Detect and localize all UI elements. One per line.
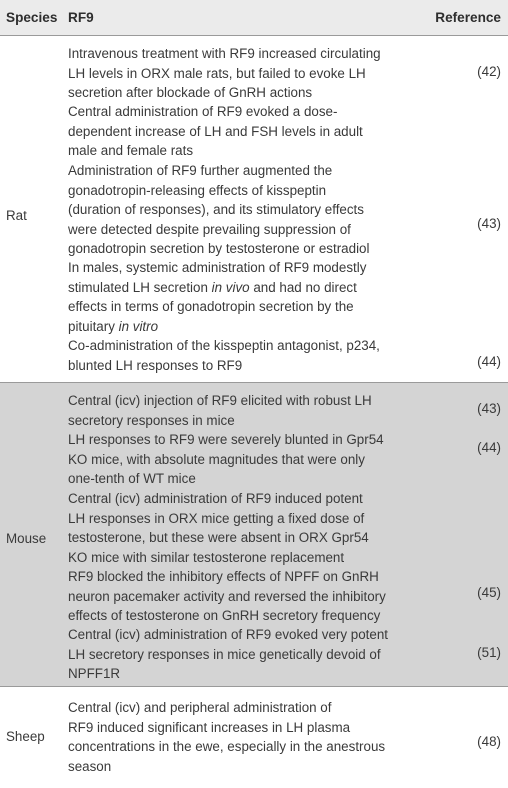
text-line: blunted LH responses to RF9	[68, 357, 243, 373]
text-line: gonadotropin secretion by testosterone or estradiol	[68, 241, 370, 256]
text-line: season	[68, 758, 112, 774]
text-line: NPFF1R	[68, 666, 121, 681]
reference-cell: (42)	[477, 64, 501, 79]
table-row-text	[68, 567, 438, 626]
header-rf9: RF9	[68, 10, 94, 25]
text-line: pituitary in vitro	[68, 318, 159, 334]
species-cell: Sheep	[6, 729, 45, 744]
table-row-text	[68, 625, 438, 684]
text-line: LH levels in ORX male rats, but failed to evoke LH	[68, 65, 366, 81]
reference-cell: (48)	[477, 734, 501, 749]
reference-cell: (44)	[477, 354, 501, 369]
reference-cell: (45)	[477, 585, 501, 600]
table-row-text	[68, 391, 438, 430]
group-mouse	[0, 383, 508, 686]
table-row-text	[68, 698, 438, 776]
text-line: LH responses in ORX mice getting a fixed dose of	[68, 510, 365, 526]
table-row-text	[68, 258, 438, 336]
text-line: LH secretory responses in mice genetically devoid of	[68, 646, 381, 662]
table-row-text	[68, 489, 438, 567]
text-line: were detected despite prevailing suppression of	[68, 221, 351, 237]
table-row-text	[68, 102, 438, 161]
text-line: Central administration of RF9 evoked a dose-	[68, 104, 338, 119]
table-row-text	[68, 430, 438, 489]
text-line: effects of testosterone on GnRH secretory frequency	[68, 608, 381, 623]
text-line: Co-administration of the kisspeptin antagonist, p234,	[68, 338, 380, 353]
text-line: Central (icv) injection of RF9 elicited with robust LH	[68, 393, 372, 408]
text-line: Intravenous treatment with RF9 increased circulating	[68, 46, 381, 61]
header-reference: Reference	[435, 10, 501, 25]
text-line: concentrations in the ewe, especially in the anestrous	[68, 739, 386, 754]
table-row-text	[68, 161, 438, 259]
group-rat	[0, 36, 508, 382]
text-line: KO mice with similar testosterone replacement	[68, 549, 345, 565]
reference-cell: (51)	[477, 645, 501, 660]
text-line: neuron pacemaker activity and reversed the inhibitory	[68, 588, 386, 604]
reference-cell: (43)	[477, 401, 501, 416]
text-line: Central (icv) administration of RF9 evoked very potent	[68, 627, 389, 642]
text-line: In males, systemic administration of RF9 modestly	[68, 260, 367, 275]
text-line: (duration of responses), and its stimulatory effects	[68, 202, 364, 217]
group-sheep	[0, 687, 508, 788]
species-cell: Rat	[6, 208, 27, 223]
text-line: stimulated LH secretion in vivo and had no direct	[68, 279, 357, 295]
table-row-text	[68, 336, 438, 375]
text-line: RF9 induced significant increases in LH plasma	[68, 719, 351, 735]
reference-cell: (43)	[477, 216, 501, 231]
table-row-text	[68, 44, 438, 103]
text-line: secretion after blockade of GnRH actions	[68, 85, 313, 100]
text-line: one-tenth of WT mice	[68, 471, 196, 486]
text-line: dependent increase of LH and FSH levels in adult	[68, 123, 363, 139]
text-line: LH responses to RF9 were severely blunted in Gpr54	[68, 432, 384, 447]
text-line: secretory responses in mice	[68, 412, 235, 428]
species-cell: Mouse	[6, 531, 47, 546]
text-line: effects in terms of gonadotropin secretion by the	[68, 299, 354, 314]
text-line: Central (icv) administration of RF9 induced potent	[68, 491, 363, 506]
header-species: Species	[6, 10, 58, 25]
text-line: testosterone, but these were absent in ORX Gpr54	[68, 530, 369, 545]
text-line: KO mice, with absolute magnitudes that were only	[68, 451, 365, 467]
text-line: male and female rats	[68, 143, 194, 158]
text-line: RF9 blocked the inhibitory effects of NPFF on GnRH	[68, 569, 379, 584]
text-line: Administration of RF9 further augmented the	[68, 163, 333, 178]
table-header	[0, 0, 508, 36]
text-line: Central (icv) and peripheral administration of	[68, 700, 332, 715]
reference-cell: (44)	[477, 440, 501, 455]
text-line: gonadotropin-releasing effects of kisspeptin	[68, 182, 327, 198]
